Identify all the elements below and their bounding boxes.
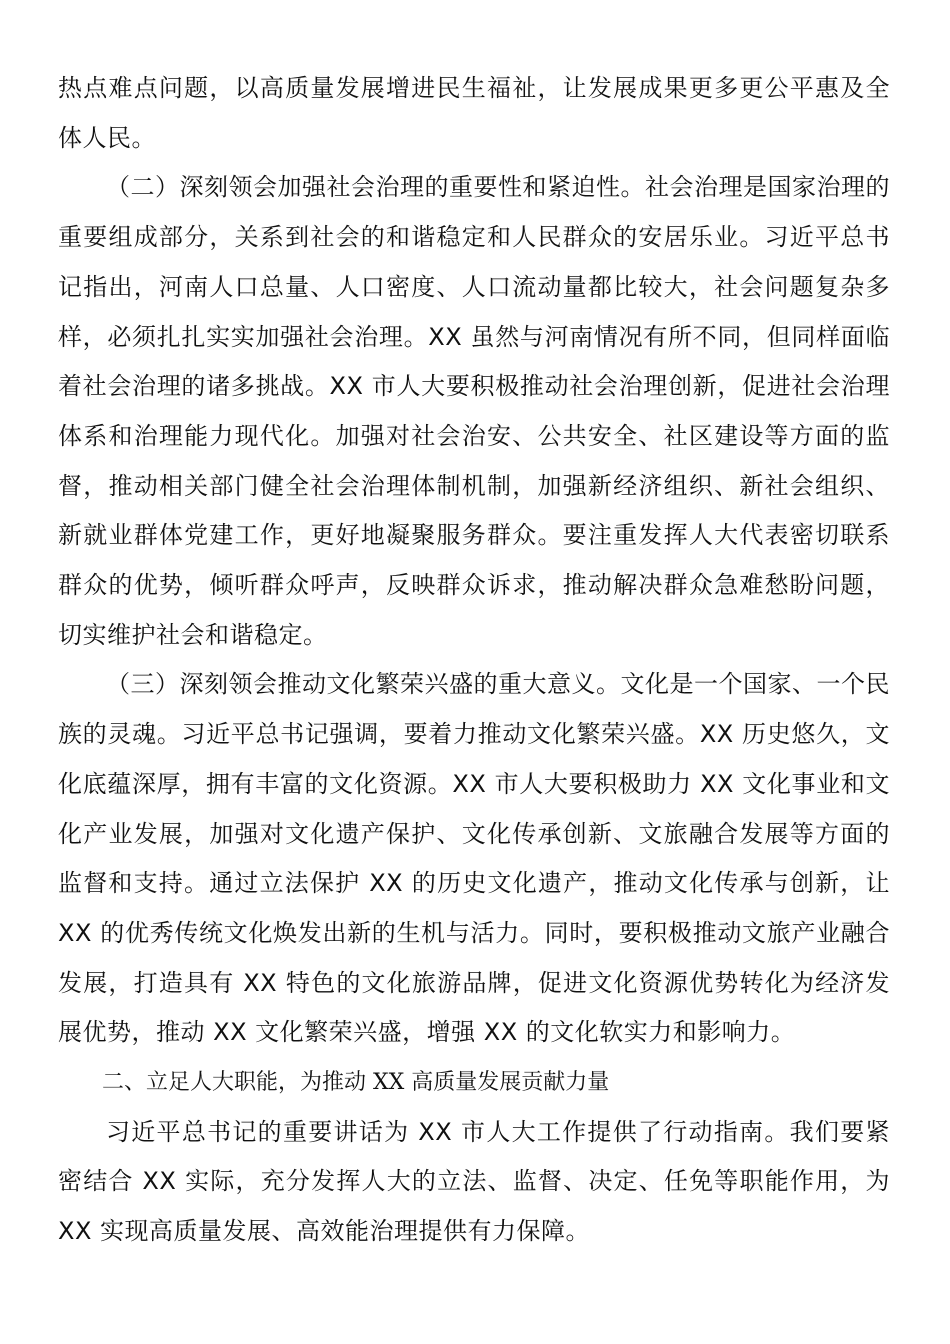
paragraph-social-governance: （二）深刻领会加强社会治理的重要性和紧迫性。社会治理是国家治理的重要组成部分，关系到社会的和谐稳定和人民群众的安居乐业。习近平总书记指出，河南人口总量、人口密度、人口流动量都比较大，社会问题复杂多样，必须扎扎实实加强社会治理。XX 虽然与河南情况有所不同，但同样面临着社会治理的诸多挑战。XX 市人大要积极推动社会治理创新，促进社会治理体系和治理能力现代化。加强对社会治安、公共安全、社区建设等方面的监督，推动相关部门健全社会治理体制机制，加强新经济组织、新社会组织、新就业群体党建工作，更好地凝聚服务群众。要注重发挥人大代表密切联系群众的优势，倾听群众呼声，反映群众诉求，推动解决群众急难愁盼问题，切实维护社会和谐稳定。 — [58, 173, 890, 649]
section-heading: 二、立足人大职能，为推动 XX 高质量发展贡献力量 — [102, 1070, 610, 1096]
paragraph-closing: 习近平总书记的重要讲话为 XX 市人大工作提供了行动指南。我们要紧密结合 XX 实际，充分发挥人大的立法、监督、决定、任免等职能作用，为 XX 实现高质量发展、高效能治理提供有力保障。 — [58, 1117, 890, 1246]
paragraph-continuation: 热点难点问题，以高质量发展增进民生福祉，让发展成果更多更公平惠及全体人民。 — [58, 74, 890, 152]
document-body — [58, 64, 890, 1257]
paragraph-culture: （三）深刻领会推动文化繁荣兴盛的重大意义。文化是一个国家、一个民族的灵魂。习近平总书记强调，要着力推动文化繁荣兴盛。XX 历史悠久，文化底蕴深厚，拥有丰富的文化资源。XX 市人大要积极助力 XX 文化事业和文化产业发展，加强对文化遗产保护、文化传承创新、文旅融合发展等方面的监督和支持。通过立法保护 XX 的历史文化遗产，推动文化传承与创新，让 XX 的优秀传统文化焕发出新的生机与活力。同时，要积极推动文旅产业融合发展，打造具有 XX 特色的文化旅游品牌，促进文化资源优势转化为经济发展优势，推动 XX 文化繁荣兴盛，增强 XX 的文化软实力和影响力。 — [58, 670, 890, 1047]
